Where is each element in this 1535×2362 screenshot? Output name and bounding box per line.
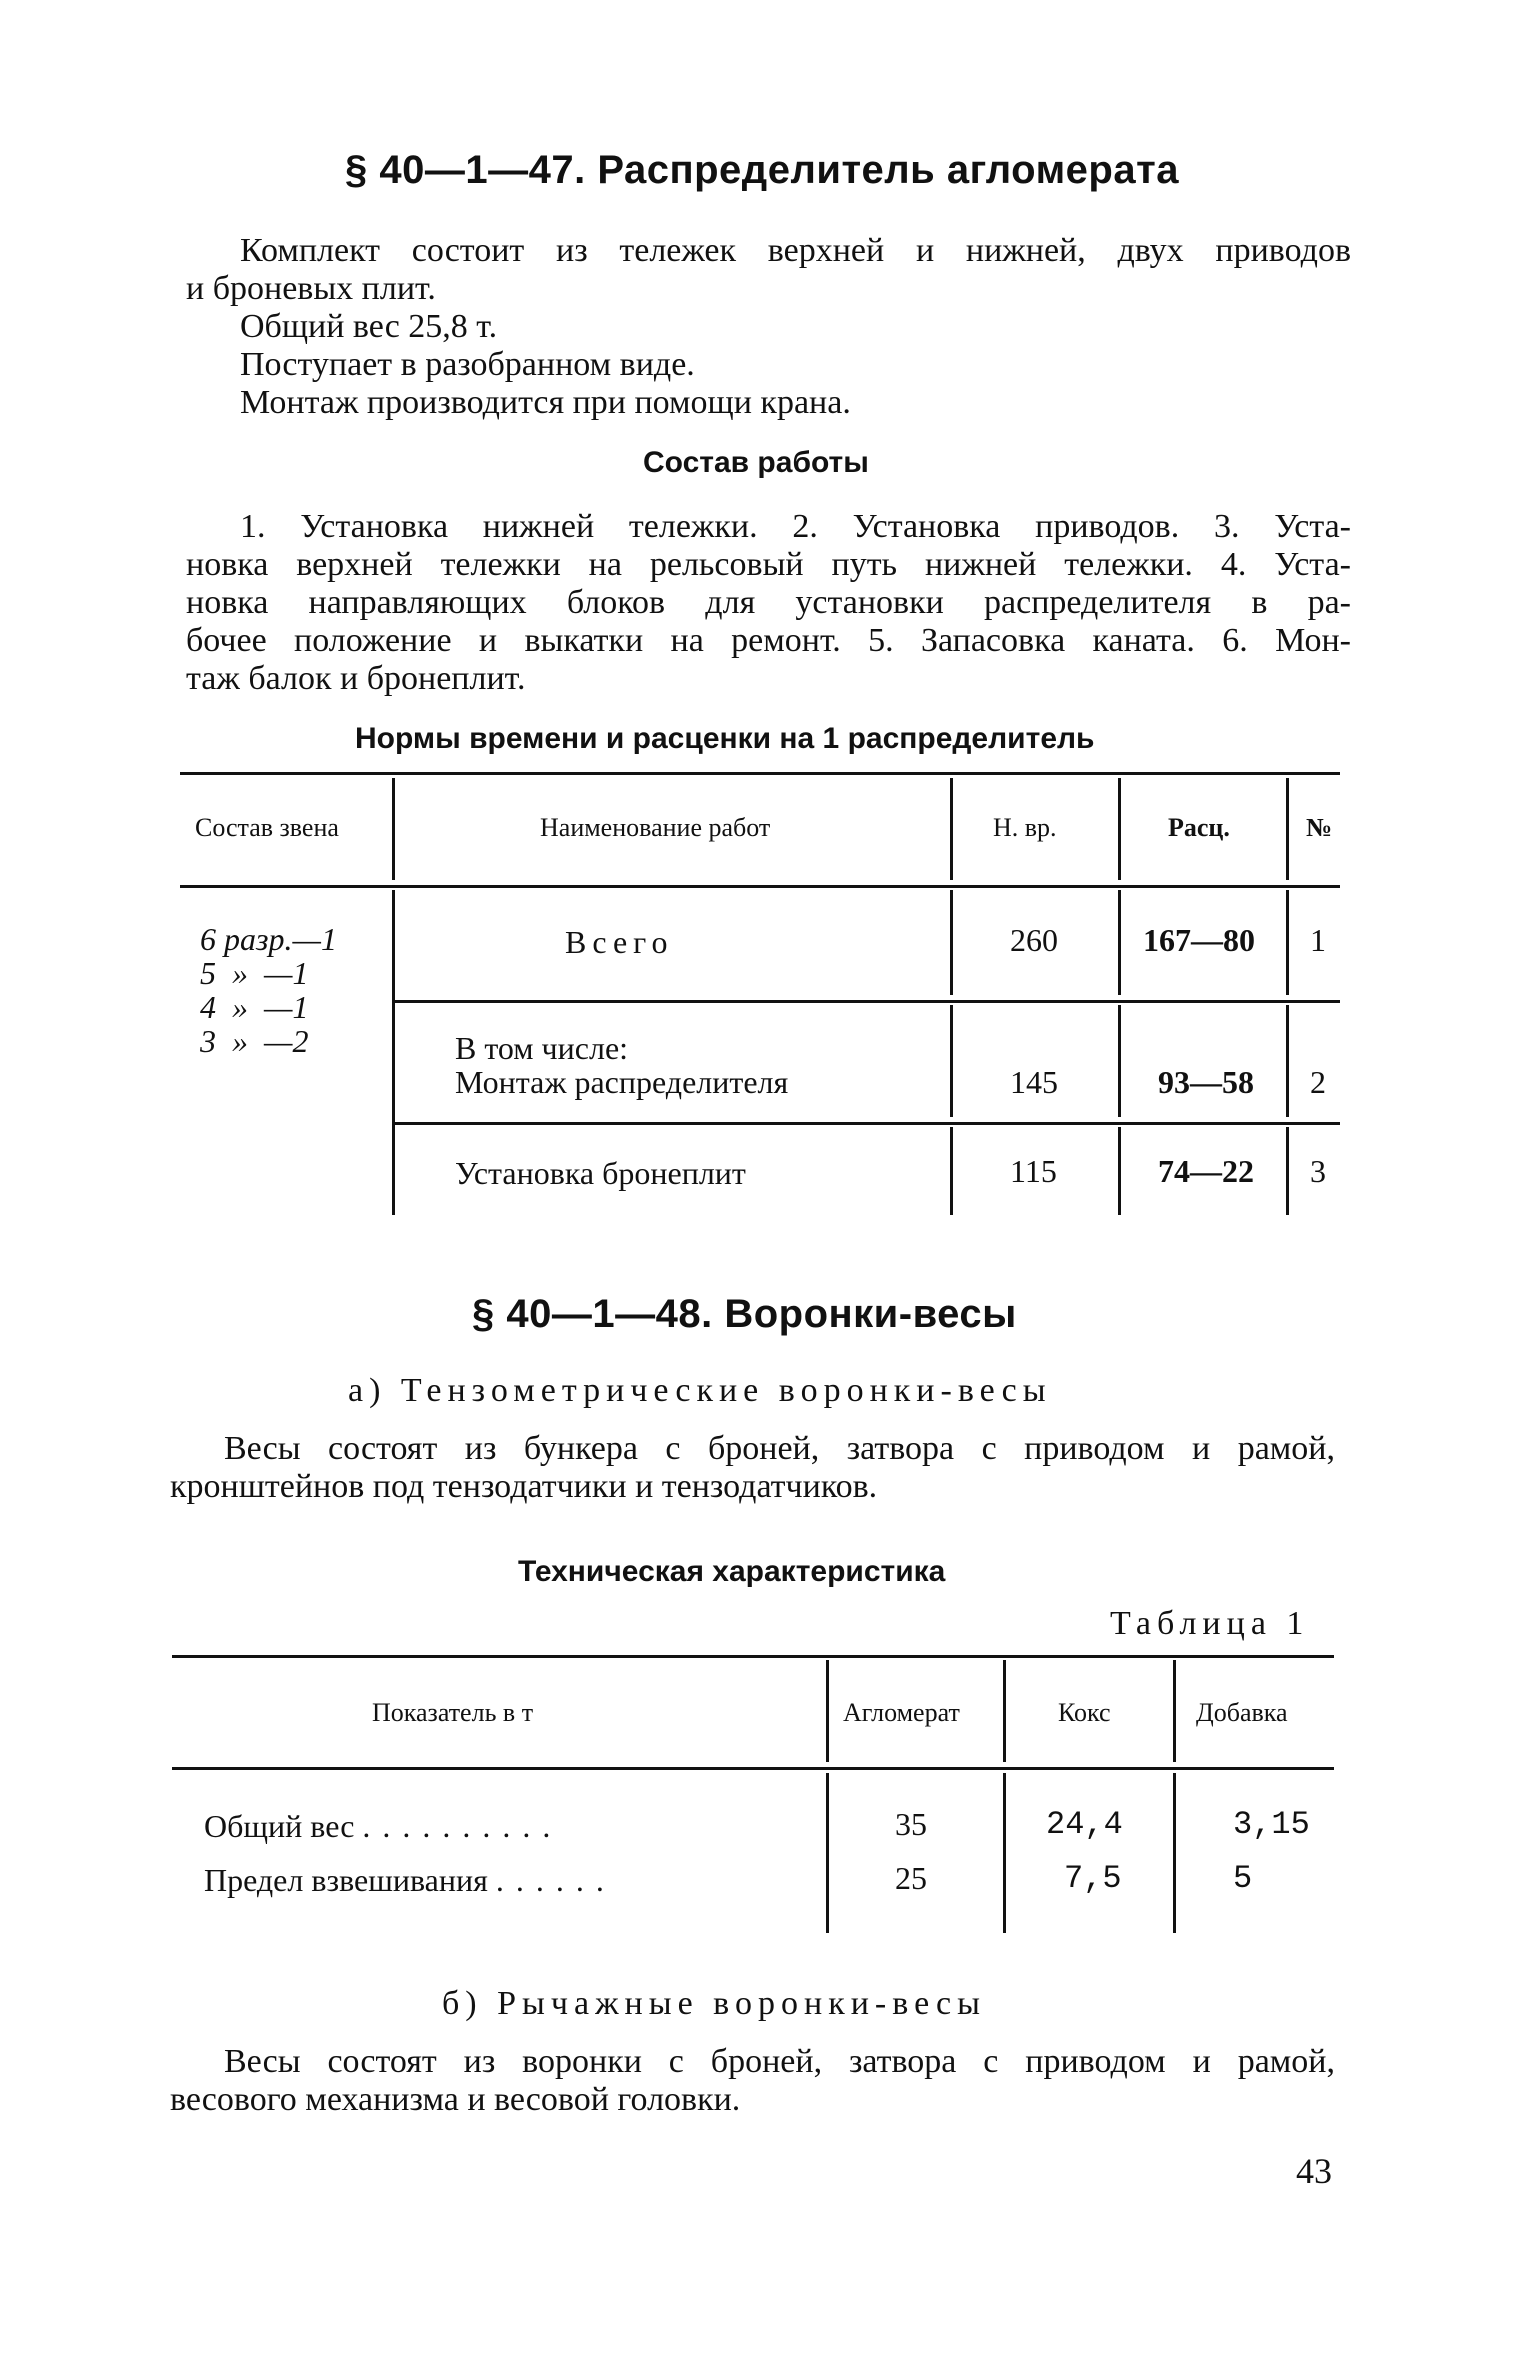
work-line: новка направляющих блоков для установки распределителя в ра-	[186, 584, 1351, 621]
subsection-b-description	[170, 2043, 1335, 2119]
table-rule	[392, 1122, 1340, 1125]
header-coke: Кокс	[1058, 1698, 1111, 1727]
work-composition-heading: Состав работы	[643, 446, 869, 479]
section-title-40-1-47: § 40—1—47. Распределитель агломерата	[345, 148, 1179, 192]
row-plates-num: 3	[1310, 1153, 1326, 1189]
table-divider	[950, 890, 953, 995]
subsection-a-description	[170, 1430, 1335, 1506]
table-divider	[950, 1005, 953, 1117]
table-rule	[392, 1000, 1340, 1003]
row-total-weight-aglo: 35	[895, 1806, 927, 1842]
row-mount-price: 93—58	[1158, 1064, 1254, 1100]
work-composition-text	[186, 508, 1351, 698]
desc-line: Монтаж производится при помощи крана.	[240, 384, 851, 421]
table-rule	[172, 1655, 1334, 1658]
row-weigh-limit-koks: 7,5	[1064, 1860, 1122, 1897]
table-label: Таблица 1	[1110, 1605, 1310, 1642]
norms-heading: Нормы времени и расценки на 1 распределитель	[355, 722, 1095, 755]
desc-line: Комплект состоит из тележек верхней и нижней, двух приводов	[240, 232, 1351, 269]
crew-line: 3 » —2	[200, 1023, 309, 1059]
row-total-price: 167—80	[1143, 922, 1255, 958]
row-total-weight-koks: 24,4	[1046, 1806, 1123, 1843]
desc-line: кронштейнов под тензодатчики и тензодатчиков.	[170, 1468, 878, 1505]
table-rule	[180, 772, 1340, 775]
table-divider	[1003, 1660, 1006, 1762]
header-indicator: Показатель в т	[372, 1698, 534, 1727]
page-number: 43	[1296, 2151, 1332, 2191]
row-mount-num: 2	[1310, 1064, 1326, 1100]
table-divider	[950, 1127, 953, 1215]
row-total-num: 1	[1310, 922, 1326, 958]
table-divider	[392, 778, 395, 880]
desc-line: весового механизма и весовой головки.	[170, 2081, 741, 2118]
row-total-nvr: 260	[1010, 922, 1058, 958]
subsection-b-title: б) Рычажные воронки-весы	[442, 1985, 986, 2022]
row-mount-name: Монтаж распределителя	[455, 1064, 789, 1100]
row-plates-price: 74—22	[1158, 1153, 1254, 1189]
header-additive: Добавка	[1196, 1698, 1288, 1727]
table-divider	[1118, 890, 1121, 995]
table-divider	[1286, 1127, 1289, 1215]
header-crew: Состав звена	[195, 813, 339, 842]
row-weigh-limit-label: Предел взвешивания . . . . . .	[204, 1862, 606, 1898]
table-divider	[950, 778, 953, 880]
work-line: 1. Установка нижней тележки. 2. Установка приводов. 3. Уста-	[240, 508, 1351, 545]
header-number: №	[1306, 813, 1333, 842]
tech-heading: Техническая характеристика	[518, 1555, 946, 1588]
work-line: бочее положение и выкатки на ремонт. 5. Запасовка каната. 6. Мон-	[186, 622, 1351, 659]
work-line: таж балок и бронеплит.	[186, 660, 526, 697]
work-line: новка верхней тележки на рельсовый путь нижней тележки. 4. Уста-	[186, 546, 1351, 583]
table-divider	[826, 1773, 829, 1933]
row-including-label: В том числе:	[455, 1030, 629, 1066]
crew-line: 4 » —1	[200, 989, 309, 1025]
table-divider	[1173, 1773, 1176, 1933]
crew-line: 6 разр.—1	[200, 921, 337, 957]
desc-line: Общий вес 25,8 т.	[240, 308, 498, 345]
row-plates-name: Установка бронеплит	[455, 1155, 746, 1191]
desc-line: и броневых плит.	[186, 270, 436, 307]
header-time-norm: Н. вр.	[993, 813, 1057, 842]
row-total-name: Всего	[565, 924, 674, 960]
table-divider	[392, 890, 395, 1215]
subsection-a-title: а) Тензометрические воронки-весы	[348, 1372, 1052, 1409]
header-agglomerate: Агломерат	[843, 1698, 960, 1727]
table-divider	[1286, 890, 1289, 995]
row-weigh-limit-dob: 5	[1233, 1860, 1253, 1897]
section1-description	[186, 232, 1351, 422]
row-total-weight-dob: 3,15	[1233, 1806, 1310, 1843]
table-rule	[172, 1767, 1334, 1770]
table-divider	[1118, 1127, 1121, 1215]
desc-line: Поступает в разобранном виде.	[240, 346, 695, 383]
table-divider	[1173, 1660, 1176, 1762]
crew-line: 5 » —1	[200, 955, 309, 991]
table-divider	[1286, 1005, 1289, 1117]
table-divider	[1286, 778, 1289, 880]
row-mount-nvr: 145	[1010, 1064, 1058, 1100]
desc-line: Весы состоят из воронки с броней, затвора с приводом и рамой,	[224, 2043, 1335, 2080]
table-divider	[826, 1660, 829, 1762]
table-divider	[1118, 1005, 1121, 1117]
header-work-name: Наименование работ	[540, 813, 771, 842]
row-total-weight-label: Общий вес . . . . . . . . . .	[204, 1808, 553, 1844]
crew-composition	[200, 922, 337, 1058]
table-divider	[1118, 778, 1121, 880]
table-rule	[180, 885, 1340, 888]
table-divider	[1003, 1773, 1006, 1933]
row-plates-nvr: 115	[1010, 1153, 1057, 1189]
header-price: Расц.	[1168, 813, 1230, 842]
section-title-40-1-48: § 40—1—48. Воронки-весы	[472, 1292, 1017, 1336]
row-weigh-limit-aglo: 25	[895, 1860, 927, 1896]
desc-line: Весы состоят из бункера с броней, затвора с приводом и рамой,	[224, 1430, 1335, 1467]
